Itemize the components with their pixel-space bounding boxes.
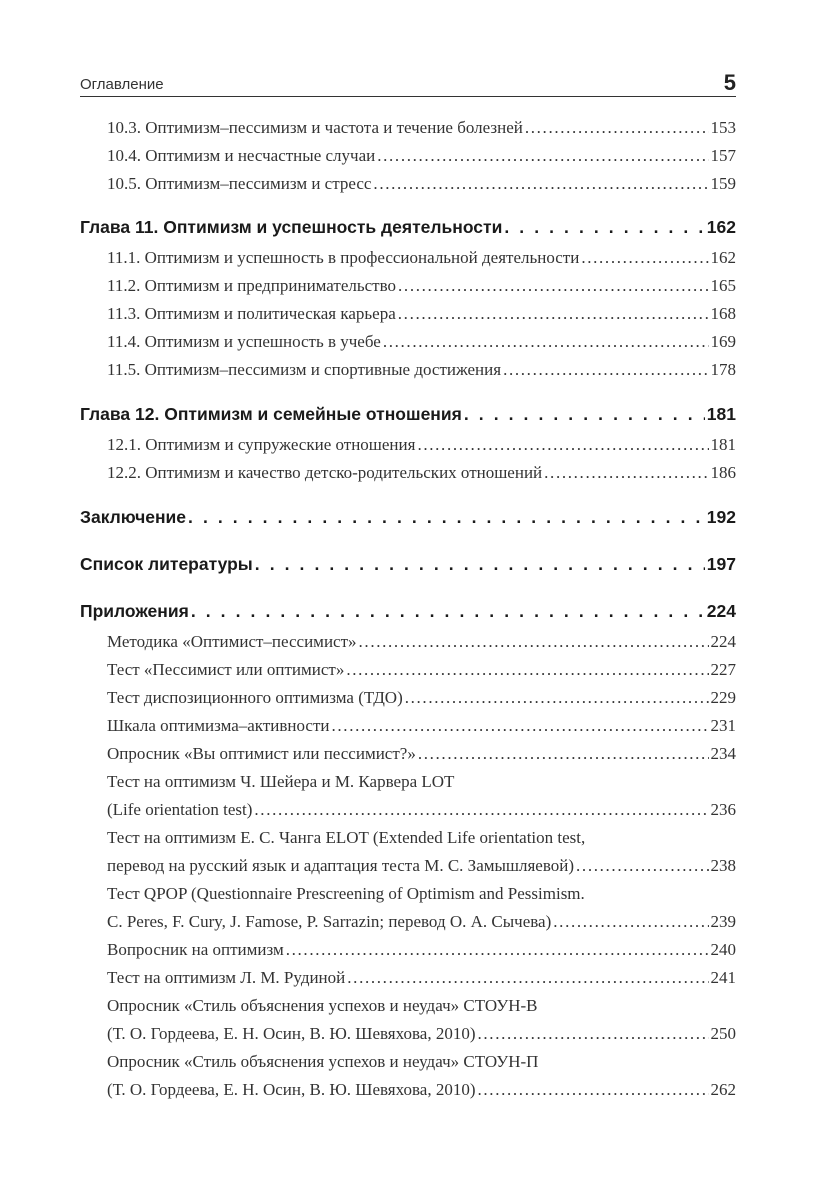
entry-row — [107, 656, 736, 684]
dot-leader — [188, 500, 705, 534]
entry-page: 159 — [710, 174, 736, 193]
entry-row — [107, 459, 736, 487]
entry-title: 11.4. Оптимизм и успешность в учебе — [107, 332, 381, 351]
entry-page: 240 — [710, 940, 736, 959]
entry-title: Вопросник на оптимизм — [107, 940, 284, 959]
entry-title: 11.3. Оптимизм и политическая карьера — [107, 304, 396, 323]
dot-leader — [191, 594, 705, 628]
dot-leader — [255, 547, 705, 581]
entry-title: Опросник «Вы оптимист или пессимист?» — [107, 744, 416, 763]
chapter-title: Глава 12. Оптимизм и семейные отношения — [80, 404, 462, 424]
chapter-page: 192 — [706, 507, 736, 527]
entry-row — [107, 712, 736, 740]
entry-page: 165 — [710, 276, 736, 295]
entry-row — [107, 1076, 736, 1104]
dot-leader — [359, 628, 709, 656]
dot-leader — [347, 964, 708, 992]
entry-title: Тест диспозиционного оптимизма (ТДО) — [107, 688, 403, 707]
toc-chapter-heading[interactable] — [80, 547, 736, 581]
toc-chapter-heading[interactable] — [80, 397, 736, 431]
toc-entry[interactable] — [107, 300, 736, 328]
toc-entry[interactable] — [107, 356, 736, 384]
entry-page: 178 — [710, 360, 736, 379]
dot-leader — [383, 328, 709, 356]
dot-leader — [503, 356, 708, 384]
dot-leader — [417, 431, 708, 459]
entry-row — [107, 796, 736, 824]
entry-row — [107, 684, 736, 712]
running-header — [80, 68, 736, 97]
toc-chapter-heading[interactable] — [80, 500, 736, 534]
entry-title: Методика «Оптимист–пессимист» — [107, 632, 357, 651]
entry-row — [107, 300, 736, 328]
dot-leader — [346, 656, 708, 684]
toc-entry[interactable] — [107, 459, 736, 487]
entry-row — [107, 852, 736, 880]
entry-title: 11.2. Оптимизм и предпринимательство — [107, 276, 397, 295]
entry-row — [107, 114, 736, 142]
dot-leader — [576, 852, 708, 880]
toc-entry[interactable] — [107, 170, 736, 198]
entry-row — [107, 740, 736, 768]
dot-leader — [332, 712, 709, 740]
dot-leader — [405, 684, 709, 712]
toc-entry[interactable] — [107, 628, 736, 656]
toc-entry[interactable] — [107, 712, 736, 740]
entry-title: 12.1. Оптимизм и супружеские отношения — [107, 435, 416, 454]
entry-page: 238 — [710, 856, 736, 875]
entry-page: 239 — [710, 912, 736, 931]
chapter-page: 181 — [706, 404, 736, 424]
entry-title: Тест «Пессимист или оптимист» — [107, 660, 345, 679]
entry-title: 10.5. Оптимизм–пессимизм и стресс — [107, 174, 372, 193]
entry-title: Тест на оптимизм Л. М. Рудиной — [107, 968, 346, 987]
entry-title: 11.1. Оптимизм и успешность в профессиональной деятельности — [107, 248, 580, 267]
toc-entry[interactable] — [107, 142, 736, 170]
toc-chapter-heading[interactable] — [80, 594, 736, 628]
toc-entry[interactable] — [107, 431, 736, 459]
chapter-page: 224 — [706, 601, 736, 621]
entry-page: 236 — [710, 800, 736, 819]
toc-entry[interactable] — [107, 114, 736, 142]
entry-title: перевод на русский язык и адаптация теста М. С. Замышляевой) — [107, 856, 575, 875]
dot-leader — [286, 936, 709, 964]
dot-leader — [398, 300, 709, 328]
toc-entry[interactable] — [107, 244, 736, 272]
entry-row — [107, 244, 736, 272]
entry-row — [107, 431, 736, 459]
entry-row — [107, 142, 736, 170]
entry-title: 10.3. Оптимизм–пессимизм и частота и течение болезней — [107, 118, 523, 137]
entry-page: 162 — [710, 248, 736, 267]
toc-entry[interactable] — [107, 740, 736, 768]
page — [80, 68, 736, 1104]
toc-entry[interactable] — [107, 768, 736, 824]
entry-row — [107, 328, 736, 356]
entry-title-line1: Опросник «Стиль объяснения успехов и неудач» СТОУН-П — [107, 1052, 539, 1071]
entry-page: 229 — [710, 688, 736, 707]
chapter-title: Заключение — [80, 507, 187, 527]
entry-title: (Т. О. Гордеева, Е. Н. Осин, В. Ю. Шевяхова, 2010) — [107, 1080, 476, 1099]
toc-entry[interactable] — [107, 272, 736, 300]
entry-page: 168 — [710, 304, 736, 323]
entry-page: 181 — [710, 435, 736, 454]
entry-title-line1: Тест QPOP (Questionnaire Prescreening of Optimism and Pessimism. — [107, 884, 585, 903]
dot-leader — [377, 142, 708, 170]
entry-page: 227 — [710, 660, 736, 679]
dot-leader — [373, 170, 708, 198]
entry-row — [107, 170, 736, 198]
entry-page: 169 — [710, 332, 736, 351]
chapter-page: 162 — [706, 217, 736, 237]
chapter-title: Приложения — [80, 601, 189, 621]
entry-page: 234 — [710, 744, 736, 763]
dot-leader — [525, 114, 709, 142]
entry-title: 10.4. Оптимизм и несчастные случаи — [107, 146, 376, 165]
entry-page: 224 — [710, 632, 736, 651]
entry-page: 250 — [710, 1024, 736, 1043]
entry-title: 12.2. Оптимизм и качество детско-родительских отношений — [107, 463, 543, 482]
dot-leader — [478, 1020, 709, 1048]
toc-chapter-heading[interactable] — [80, 210, 736, 244]
toc-entry[interactable] — [107, 328, 736, 356]
entry-page: 153 — [710, 118, 736, 137]
entry-row — [107, 1020, 736, 1048]
toc-entry[interactable] — [107, 656, 736, 684]
dot-leader — [478, 1076, 709, 1104]
entry-page: 157 — [710, 146, 736, 165]
toc-entry[interactable] — [107, 964, 736, 992]
entry-title: 11.5. Оптимизм–пессимизм и спортивные достижения — [107, 360, 502, 379]
toc-entry[interactable] — [107, 824, 736, 880]
entry-page: 186 — [710, 463, 736, 482]
chapter-page: 197 — [706, 554, 736, 574]
entry-page: 262 — [710, 1080, 736, 1099]
dot-leader — [544, 459, 708, 487]
dot-leader — [553, 908, 708, 936]
dot-leader — [254, 796, 708, 824]
entry-title: (Т. О. Гордеева, Е. Н. Осин, В. Ю. Шевяхова, 2010) — [107, 1024, 476, 1043]
toc-entry[interactable] — [107, 936, 736, 964]
toc-entry[interactable] — [107, 684, 736, 712]
entry-row — [107, 936, 736, 964]
entry-row — [107, 908, 736, 936]
running-header-title: Оглавление — [80, 76, 164, 93]
entry-title-line1: Опросник «Стиль объяснения успехов и неудач» СТОУН-В — [107, 996, 538, 1015]
entry-row — [107, 964, 736, 992]
entry-page: 241 — [710, 968, 736, 987]
entry-title-line1: Тест на оптимизм Ч. Шейера и М. Карвера LOT — [107, 772, 455, 791]
toc-entry[interactable] — [107, 992, 736, 1048]
page-number: 5 — [723, 70, 736, 95]
entry-row — [107, 272, 736, 300]
dot-leader — [398, 272, 708, 300]
dot-leader — [464, 397, 705, 431]
dot-leader — [418, 740, 709, 768]
entry-row — [107, 356, 736, 384]
entry-title: (Life orientation test) — [107, 800, 253, 819]
toc-entry[interactable] — [107, 880, 736, 936]
entry-page: 231 — [710, 716, 736, 735]
entry-row — [107, 628, 736, 656]
toc-entry[interactable] — [107, 1048, 736, 1104]
dot-leader — [504, 210, 704, 244]
entry-title-line1: Тест на оптимизм Е. С. Чанга ELOT (Extended Life orientation test, — [107, 828, 586, 847]
dot-leader — [581, 244, 708, 272]
entry-title: C. Peres, F. Cury, J. Famose, P. Sarrazin; перевод О. А. Сычева) — [107, 912, 552, 931]
chapter-title: Список литературы — [80, 554, 253, 574]
entry-title: Шкала оптимизма–активности — [107, 716, 330, 735]
table-of-contents — [80, 114, 736, 1104]
chapter-title: Глава 11. Оптимизм и успешность деятельности — [80, 217, 503, 237]
